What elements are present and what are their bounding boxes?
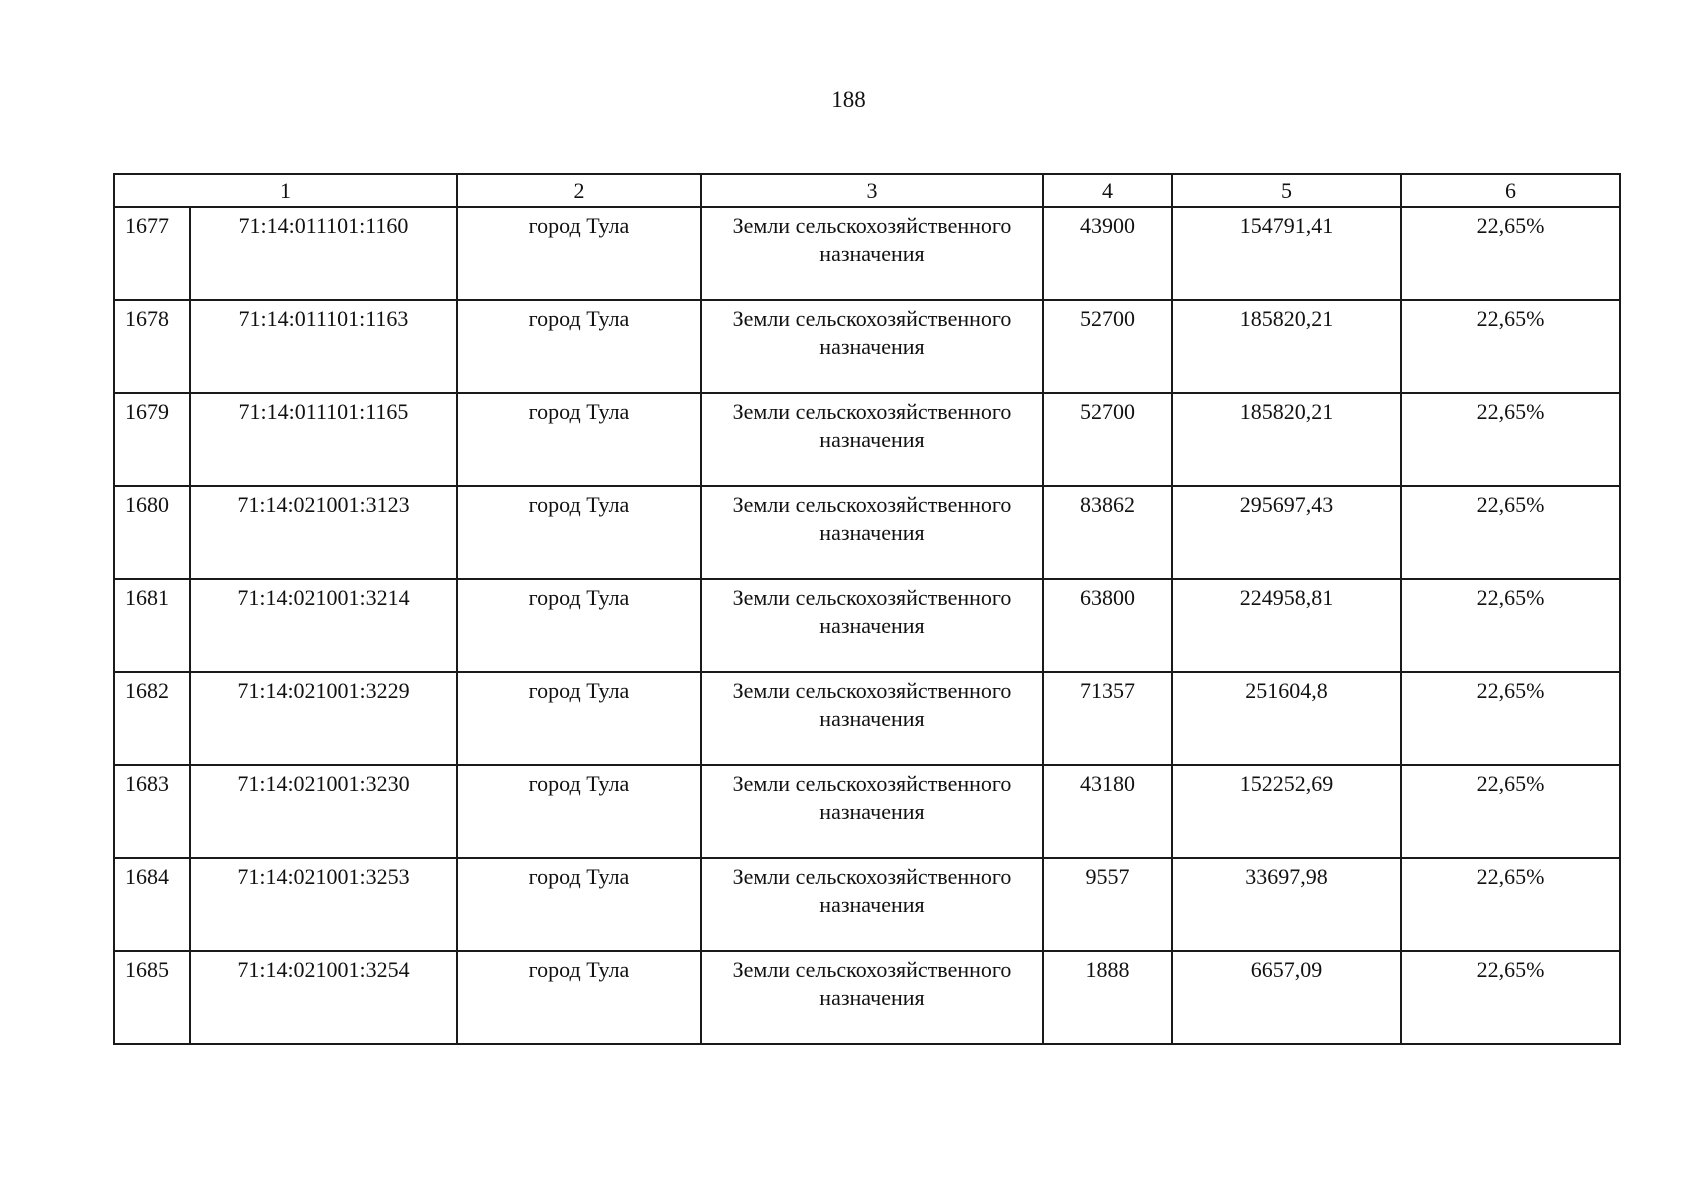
row-number: 1682 <box>114 672 190 765</box>
rate-cell: 22,65% <box>1401 858 1620 951</box>
table-row <box>114 207 1620 300</box>
land-table <box>113 173 1621 1045</box>
table-row <box>114 858 1620 951</box>
value-cell: 185820,21 <box>1172 393 1401 486</box>
land-category-cell: Земли сельскохозяйственного назначения <box>701 579 1043 672</box>
area-cell: 43180 <box>1043 765 1172 858</box>
location-cell: город Тула <box>457 486 701 579</box>
area-cell: 9557 <box>1043 858 1172 951</box>
value-cell: 33697,98 <box>1172 858 1401 951</box>
location-cell: город Тула <box>457 207 701 300</box>
cadastral-number: 71:14:021001:3253 <box>190 858 457 951</box>
table-row <box>114 486 1620 579</box>
table-row <box>114 951 1620 1044</box>
rate-cell: 22,65% <box>1401 672 1620 765</box>
rate-cell: 22,65% <box>1401 765 1620 858</box>
location-cell: город Тула <box>457 951 701 1044</box>
rate-cell: 22,65% <box>1401 486 1620 579</box>
table-row <box>114 393 1620 486</box>
rate-cell: 22,65% <box>1401 951 1620 1044</box>
table-row <box>114 300 1620 393</box>
row-number: 1684 <box>114 858 190 951</box>
location-cell: город Тула <box>457 858 701 951</box>
rate-cell: 22,65% <box>1401 300 1620 393</box>
cadastral-number: 71:14:011101:1165 <box>190 393 457 486</box>
location-cell: город Тула <box>457 765 701 858</box>
cadastral-number: 71:14:011101:1163 <box>190 300 457 393</box>
value-cell: 295697,43 <box>1172 486 1401 579</box>
column-header: 1 <box>114 174 457 207</box>
column-header: 6 <box>1401 174 1620 207</box>
page-number: 188 <box>831 87 866 112</box>
location-cell: город Тула <box>457 579 701 672</box>
cadastral-number: 71:14:021001:3123 <box>190 486 457 579</box>
row-number: 1679 <box>114 393 190 486</box>
location-cell: город Тула <box>457 393 701 486</box>
row-number: 1680 <box>114 486 190 579</box>
land-category-cell: Земли сельскохозяйственного назначения <box>701 486 1043 579</box>
land-category-cell: Земли сельскохозяйственного назначения <box>701 300 1043 393</box>
rate-cell: 22,65% <box>1401 579 1620 672</box>
area-cell: 1888 <box>1043 951 1172 1044</box>
area-cell: 52700 <box>1043 300 1172 393</box>
land-category-cell: Земли сельскохозяйственного назначения <box>701 951 1043 1044</box>
cadastral-number: 71:14:021001:3214 <box>190 579 457 672</box>
table-body <box>114 207 1620 1044</box>
area-cell: 43900 <box>1043 207 1172 300</box>
land-category-cell: Земли сельскохозяйственного назначения <box>701 393 1043 486</box>
area-cell: 71357 <box>1043 672 1172 765</box>
row-number: 1681 <box>114 579 190 672</box>
value-cell: 185820,21 <box>1172 300 1401 393</box>
row-number: 1678 <box>114 300 190 393</box>
table-row <box>114 579 1620 672</box>
value-cell: 251604,8 <box>1172 672 1401 765</box>
table-row <box>114 672 1620 765</box>
column-header: 3 <box>701 174 1043 207</box>
table-header-row <box>114 174 1620 207</box>
cadastral-number: 71:14:021001:3254 <box>190 951 457 1044</box>
area-cell: 63800 <box>1043 579 1172 672</box>
row-number: 1685 <box>114 951 190 1044</box>
value-cell: 224958,81 <box>1172 579 1401 672</box>
area-cell: 83862 <box>1043 486 1172 579</box>
rate-cell: 22,65% <box>1401 393 1620 486</box>
rate-cell: 22,65% <box>1401 207 1620 300</box>
cadastral-number: 71:14:011101:1160 <box>190 207 457 300</box>
value-cell: 152252,69 <box>1172 765 1401 858</box>
value-cell: 154791,41 <box>1172 207 1401 300</box>
land-category-cell: Земли сельскохозяйственного назначения <box>701 207 1043 300</box>
cadastral-number: 71:14:021001:3230 <box>190 765 457 858</box>
table-row <box>114 765 1620 858</box>
land-category-cell: Земли сельскохозяйственного назначения <box>701 858 1043 951</box>
value-cell: 6657,09 <box>1172 951 1401 1044</box>
column-header: 5 <box>1172 174 1401 207</box>
row-number: 1677 <box>114 207 190 300</box>
land-category-cell: Земли сельскохозяйственного назначения <box>701 765 1043 858</box>
location-cell: город Тула <box>457 300 701 393</box>
land-category-cell: Земли сельскохозяйственного назначения <box>701 672 1043 765</box>
column-header: 4 <box>1043 174 1172 207</box>
location-cell: город Тула <box>457 672 701 765</box>
area-cell: 52700 <box>1043 393 1172 486</box>
row-number: 1683 <box>114 765 190 858</box>
cadastral-number: 71:14:021001:3229 <box>190 672 457 765</box>
column-header: 2 <box>457 174 701 207</box>
